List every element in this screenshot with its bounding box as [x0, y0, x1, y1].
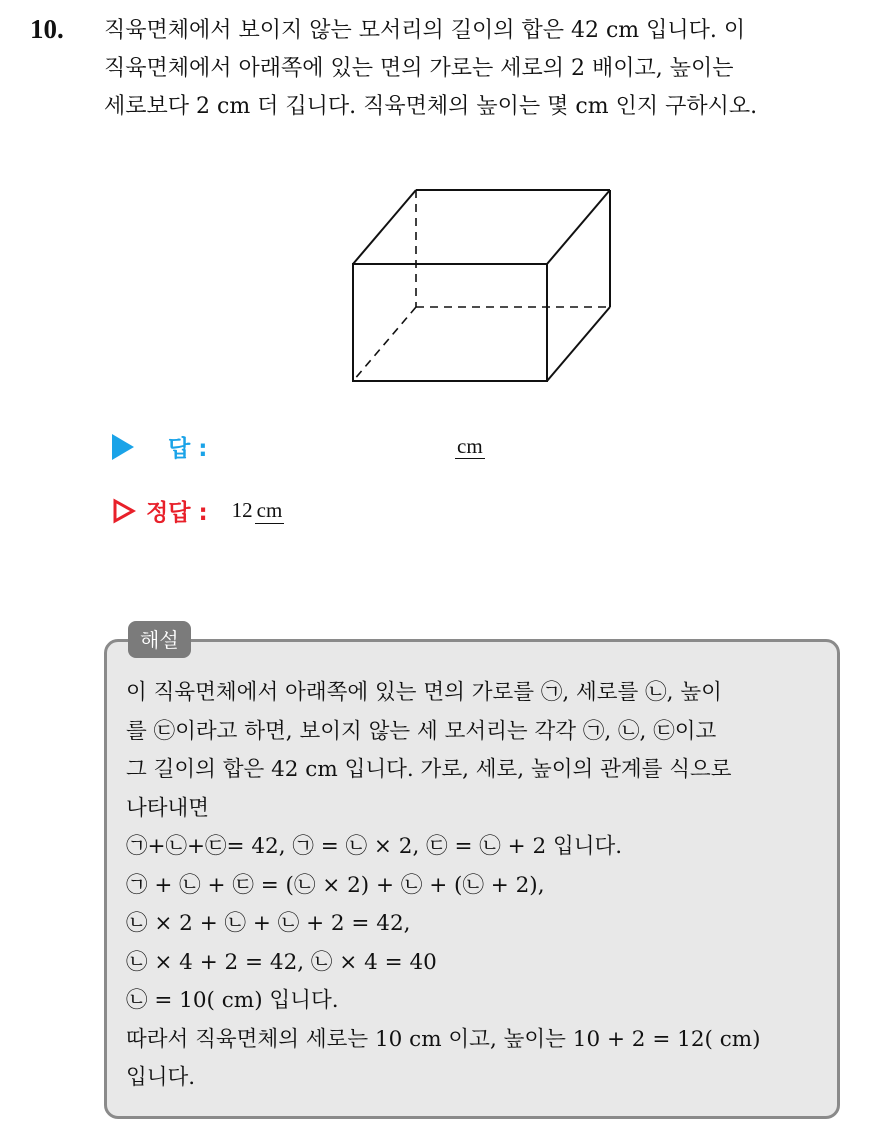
- question-number: 10.: [30, 14, 64, 44]
- explanation-line: ㉡ = 10( cm) 입니다.: [126, 988, 339, 1013]
- explanation-line: 나타내면: [126, 795, 210, 821]
- answer-row: [112, 430, 207, 463]
- explanation-line: ㉠ + ㉡ + ㉢ = (㉡ × 2) + ㉡ + (㉡ + 2),: [126, 872, 545, 898]
- explanation-line: 그 길이의 합은 42 cm 입니다. 가로, 세로, 높이의 관계를 식으로: [126, 757, 732, 782]
- explanation-line: ㉡ × 4 + 2 = 42, ㉡ × 4 = 40: [126, 949, 437, 975]
- answer-label: 답 :: [168, 436, 208, 462]
- hidden-depth-edge: [353, 307, 416, 381]
- question-line: 세로보다 2 cm 더 깁니다. 직육면체의 높이는 몇 cm 인지 구하시오.: [104, 94, 758, 119]
- solution-row: [112, 494, 284, 527]
- explanation-line: 를 ㉢이라고 하면, 보이지 않는 세 모서리는 각각 ㉠, ㉡, ㉢이고: [126, 718, 717, 744]
- answer-unit: cm: [457, 434, 483, 458]
- play-outline-icon: [112, 498, 136, 524]
- solution-unit: cm: [256, 497, 283, 522]
- cuboid-top-left-edge: [353, 190, 416, 264]
- question-line: 직육면체에서 아래쪽에 있는 면의 가로는 세로의 2 배이고, 높이는: [104, 56, 734, 81]
- solution-value: 12: [231, 498, 253, 522]
- question-line: 직육면체에서 보이지 않는 모서리의 길이의 합은 42 cm 입니다. 이: [104, 18, 746, 43]
- question-text: [104, 12, 864, 126]
- explanation-line: 이 직육면체에서 아래쪽에 있는 면의 가로를 ㉠, 세로를 ㉡, 높이: [126, 680, 722, 705]
- cuboid-bottom-right-edge: [547, 307, 610, 381]
- explanation-line: ㉠+㉡+㉢= 42, ㉠ = ㉡ × 2, ㉢ = ㉡ + 2 입니다.: [126, 834, 623, 859]
- solution-label: 정답 :: [146, 500, 208, 526]
- cuboid-top-right-edge: [547, 190, 610, 264]
- explanation-tab: 해설: [128, 621, 191, 658]
- play-arrow-icon: [112, 434, 134, 460]
- explanation-line: ㉡ × 2 + ㉡ + ㉡ + 2 = 42,: [126, 911, 411, 936]
- explanation-line: 입니다.: [126, 1065, 196, 1090]
- cuboid-figure: [345, 182, 620, 392]
- explanation-line: 따라서 직육면체의 세로는 10 cm 이고, 높이는 10 + 2 = 12( cm): [126, 1026, 761, 1052]
- explanation-text: [126, 674, 836, 1098]
- answer-input-blank[interactable]: [455, 434, 485, 459]
- cuboid-front-face: [353, 264, 547, 381]
